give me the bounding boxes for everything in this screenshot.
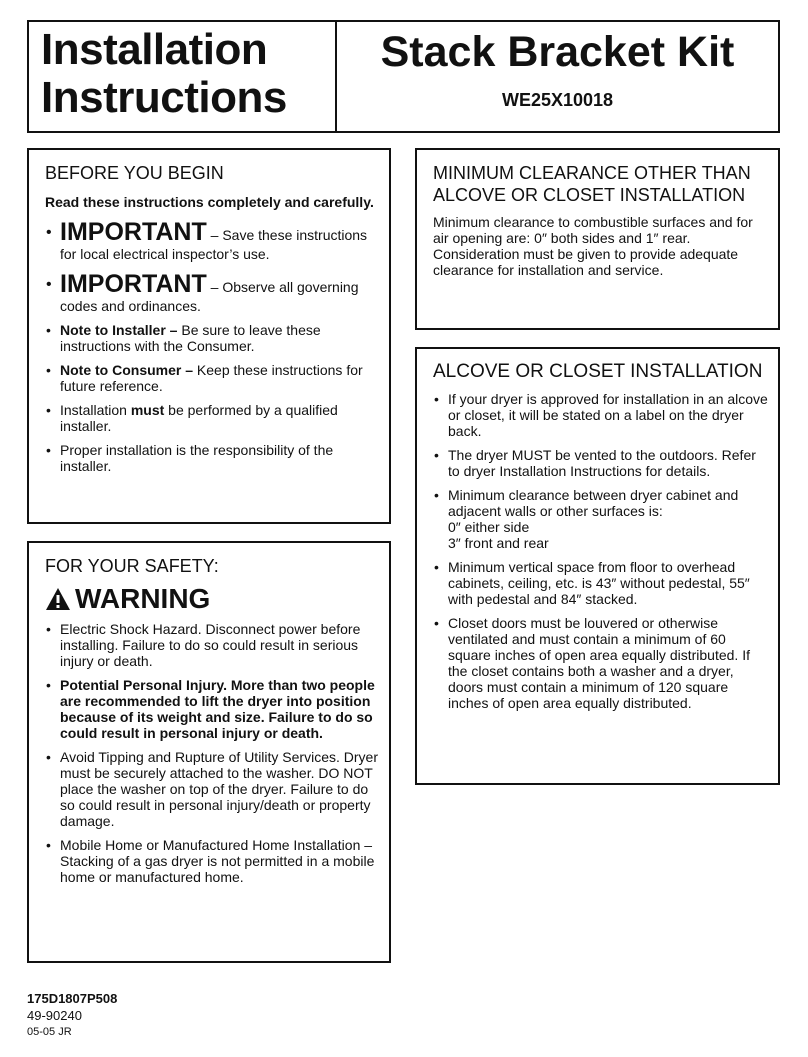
item-text: Minimum vertical space from floor to overhead cabinets, ceiling, etc. is 43″ without pedestal, 55″ with pedestal and 84″ stacked. — [448, 559, 750, 607]
item-text: Electric Shock Hazard. Disconnect power before installing. Failure to do so could result in serious injury or death. — [60, 621, 361, 669]
doc-type-title — [41, 26, 331, 122]
item-bold: Note to Consumer – — [60, 362, 194, 378]
bullet-icon: • — [46, 322, 51, 338]
list-item — [45, 442, 379, 474]
part-number: 175D1807P508 — [27, 991, 118, 1006]
warning-label: WARNING — [75, 583, 211, 614]
list-item — [45, 621, 379, 669]
bullet-icon: • — [434, 559, 439, 575]
item-text: If your dryer is approved for installation in an alcove or closet, it will be stated on a label on the dryer back. — [448, 391, 768, 439]
warning-triangle-icon — [45, 587, 71, 611]
item-text: be performed by a qualified installer. — [60, 402, 338, 434]
warning-heading — [45, 583, 379, 615]
safety-section — [27, 541, 391, 963]
date-code: 05-05 JR — [27, 1026, 72, 1038]
item-bold: Note to Installer – — [60, 322, 178, 338]
item-text: Avoid Tipping and Rupture of Utility Services. Dryer must be securely attached to the washer. DO NOT place the washer on top of the dryer. Failure to do so could result in personal injury/death or property damage. — [60, 749, 378, 829]
list-item — [45, 270, 379, 314]
item-bold: Potential Personal Injury. More than two people are recommended to lift the dryer into position because of its weight and size. Failure to do so could result in personal injury or death. — [60, 677, 375, 741]
product-title: Stack Bracket Kit — [380, 28, 735, 76]
item-text: Keep these instructions for future reference. — [60, 362, 363, 394]
alcove-section — [415, 347, 780, 785]
item-text: Closet doors must be louvered or otherwise ventilated and must contain a minimum of 60 square inches of open area equally distributed. If the closet contains both a washer and a dryer, doors must contain a minimum of 120 square inches of open area equally distributed. — [448, 615, 750, 711]
list-item — [45, 362, 379, 394]
item-bold: must — [130, 402, 165, 418]
model-number: WE25X10018 — [501, 90, 614, 110]
bullet-icon: • — [46, 362, 51, 378]
item-text: Minimum clearance between dryer cabinet and adjacent walls or other surfaces is: — [448, 487, 739, 519]
alcove-list — [433, 391, 768, 711]
bullet-icon: • — [46, 749, 51, 765]
section-title: MINIMUM CLEARANCE OTHER THAN ALCOVE OR CLOSET INSTALLATION — [433, 163, 751, 205]
item-text: – Observe all governing codes and ordinances. — [60, 279, 359, 314]
doc-number: 49-90240 — [27, 1008, 82, 1023]
doc-type-line1: Installation — [41, 25, 268, 74]
before-you-begin-section — [27, 148, 391, 524]
list-item — [433, 487, 768, 551]
list-item — [45, 837, 379, 885]
important-label: IMPORTANT — [60, 270, 207, 298]
section-title: BEFORE YOU BEGIN — [45, 163, 224, 183]
bullet-icon: • — [46, 442, 51, 458]
bullet-icon: • — [46, 402, 51, 418]
list-item — [45, 218, 379, 262]
list-item — [433, 559, 768, 607]
important-label: IMPORTANT — [60, 218, 207, 246]
list-item — [45, 322, 379, 354]
item-line3: 3″ front and rear — [448, 535, 549, 551]
bullet-icon: • — [434, 391, 439, 407]
list-item — [433, 447, 768, 479]
list-item — [45, 749, 379, 829]
page-header — [27, 20, 780, 133]
min-clearance-section — [415, 148, 780, 330]
item-text: Proper installation is the responsibility of the installer. — [60, 442, 334, 474]
section-title: FOR YOUR SAFETY: — [45, 556, 219, 576]
page-footer — [27, 990, 117, 1041]
bullet-icon: • — [434, 487, 439, 503]
doc-type-line2: Instructions — [41, 73, 287, 122]
item-text: – Save these instructions for local electrical inspector’s use. — [60, 227, 368, 262]
safety-list — [45, 621, 379, 885]
list-item — [45, 677, 379, 741]
item-pre: Installation — [60, 402, 131, 418]
bullet-icon: • — [46, 224, 52, 241]
list-item — [433, 391, 768, 439]
item-text: Be sure to leave these instructions with the Consumer. — [60, 322, 321, 354]
item-line2: 0″ either side — [448, 519, 530, 535]
clearance-body: Minimum clearance to combustible surfaces and for air opening are: 0″ both sides and 1″ rear. Consideration must be given to provide adequate clearance for installation and service. — [433, 214, 753, 278]
bullet-icon: • — [434, 615, 439, 631]
intro-text: Read these instructions completely and carefully. — [45, 194, 374, 210]
section-title: ALCOVE OR CLOSET INSTALLATION — [433, 361, 763, 382]
bullet-icon: • — [434, 447, 439, 463]
item-text: The dryer MUST be vented to the outdoors. Refer to dryer Installation Instructions for details. — [448, 447, 756, 479]
bullet-icon: • — [46, 276, 52, 293]
bullet-icon: • — [46, 677, 51, 693]
list-item — [433, 615, 768, 711]
bullet-icon: • — [46, 837, 51, 853]
item-text: Mobile Home or Manufactured Home Installation – Stacking of a gas dryer is not permitted in a mobile home or manufactured home. — [60, 837, 375, 885]
list-item — [45, 402, 379, 434]
before-list — [45, 218, 379, 474]
bullet-icon: • — [46, 621, 51, 637]
